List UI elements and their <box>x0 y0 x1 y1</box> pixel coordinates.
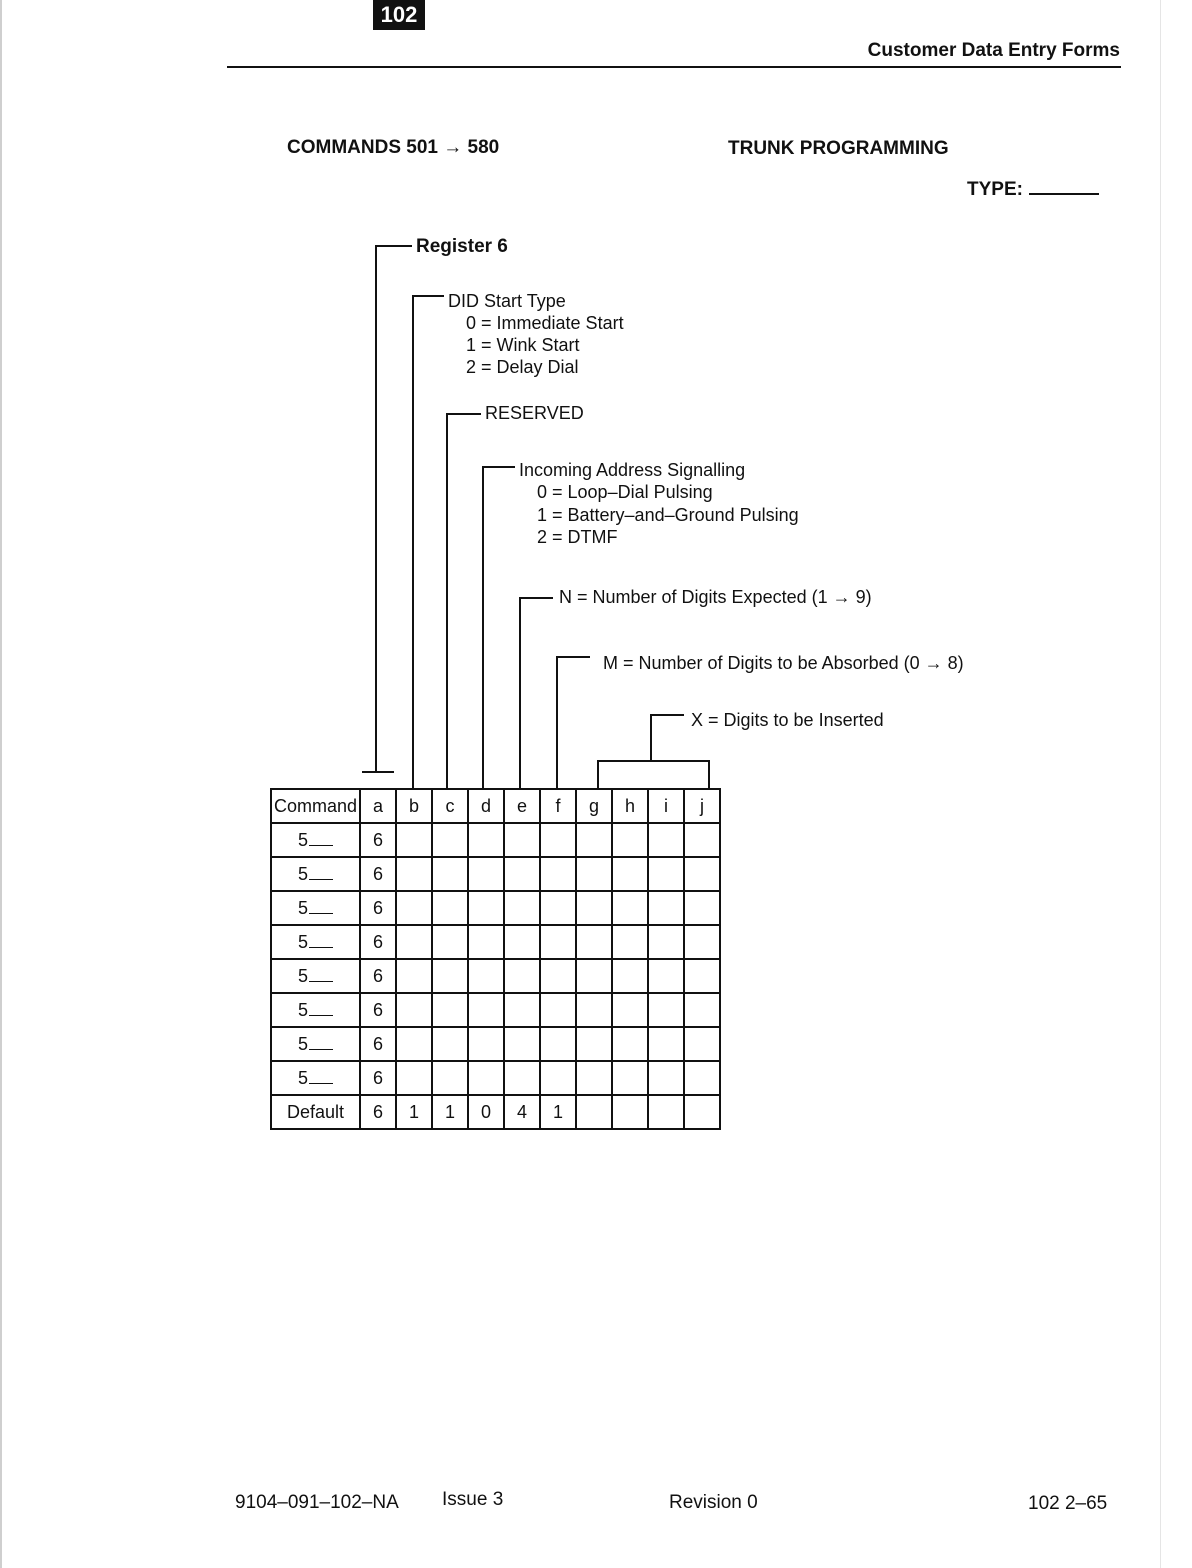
entry-cell-i[interactable] <box>648 925 684 959</box>
col-header-f: f <box>540 789 576 823</box>
m-digits-label: M = Number of Digits to be Absorbed (0 → 8) <box>603 653 964 673</box>
entry-cell-f[interactable] <box>540 891 576 925</box>
bracket-x <box>651 715 684 761</box>
entry-cell-g[interactable] <box>576 857 612 891</box>
entry-cell-j[interactable] <box>684 925 720 959</box>
entry-cell-d[interactable] <box>468 857 504 891</box>
header-title: Customer Data Entry Forms <box>867 40 1120 61</box>
default-cell: 1 <box>432 1095 468 1129</box>
col-header-a: a <box>360 789 396 823</box>
entry-cell-d[interactable] <box>468 1027 504 1061</box>
command-prefix: 5 <box>297 1033 308 1054</box>
entry-cell-d[interactable] <box>468 925 504 959</box>
entry-cell-e[interactable] <box>504 993 540 1027</box>
bracket-did <box>413 296 444 790</box>
entry-cell-b[interactable] <box>396 959 432 993</box>
entry-cell-j[interactable] <box>684 1027 720 1061</box>
default-cell: 4 <box>504 1095 540 1129</box>
entry-cell-g[interactable] <box>576 993 612 1027</box>
col-header-c: c <box>432 789 468 823</box>
did-option-2: 2 = Delay Dial <box>466 357 579 377</box>
footer-revision: Revision 0 <box>669 1492 758 1513</box>
default-cell <box>576 1095 612 1129</box>
entry-cell-j[interactable] <box>684 823 720 857</box>
command-prefix: 5 <box>297 965 308 986</box>
incoming-option-0: 0 = Loop–Dial Pulsing <box>537 482 713 502</box>
col-header-d: d <box>468 789 504 823</box>
entry-cell-c[interactable] <box>432 891 468 925</box>
entry-cell-c[interactable] <box>432 993 468 1027</box>
entry-cell-f[interactable] <box>540 993 576 1027</box>
command-blank[interactable] <box>309 1069 333 1084</box>
command-blank[interactable] <box>309 967 333 982</box>
register-cell: 6 <box>360 993 396 1027</box>
bracket-n <box>520 598 553 790</box>
register-cell: 6 <box>360 1027 396 1061</box>
default-cell <box>684 1095 720 1129</box>
type-label: TYPE: <box>967 179 1023 200</box>
col-header-h: h <box>612 789 648 823</box>
entry-cell-e[interactable] <box>504 959 540 993</box>
col-header-b: b <box>396 789 432 823</box>
entry-cell-g[interactable] <box>576 823 612 857</box>
table-row <box>271 1061 720 1095</box>
command-cell[interactable] <box>271 891 360 925</box>
n-digits-label: N = Number of Digits Expected (1 → 9) <box>559 587 872 607</box>
col-header-command: Command <box>271 789 360 823</box>
footer-issue: Issue 3 <box>442 1489 504 1510</box>
entry-cell-i[interactable] <box>648 959 684 993</box>
table-header-row <box>271 789 720 823</box>
default-cell: 1 <box>396 1095 432 1129</box>
command-blank[interactable] <box>309 831 333 846</box>
entry-cell-c[interactable] <box>432 959 468 993</box>
entry-cell-h[interactable] <box>612 823 648 857</box>
table-row <box>271 857 720 891</box>
command-blank[interactable] <box>309 933 333 948</box>
entry-cell-j[interactable] <box>684 959 720 993</box>
register-cell: 6 <box>360 1061 396 1095</box>
commands-range: COMMANDS 501 → 580 <box>287 137 500 158</box>
entry-cell-b[interactable] <box>396 925 432 959</box>
command-cell[interactable] <box>271 993 360 1027</box>
entry-cell-b[interactable] <box>396 857 432 891</box>
register-cell: 6 <box>360 959 396 993</box>
entry-cell-i[interactable] <box>648 857 684 891</box>
entry-cell-e[interactable] <box>504 925 540 959</box>
command-prefix: 5 <box>297 829 308 850</box>
entry-cell-d[interactable] <box>468 993 504 1027</box>
entry-cell-g[interactable] <box>576 1027 612 1061</box>
footer-doc-number: 9104–091–102–NA <box>235 1492 399 1513</box>
footer-page: 102 2–65 <box>1028 1493 1108 1514</box>
entry-cell-i[interactable] <box>648 1027 684 1061</box>
entry-cell-d[interactable] <box>468 959 504 993</box>
command-blank[interactable] <box>309 1001 333 1016</box>
entry-cell-i[interactable] <box>648 891 684 925</box>
entry-cell-c[interactable] <box>432 1061 468 1095</box>
incoming-option-2: 2 = DTMF <box>537 527 618 547</box>
command-cell[interactable] <box>271 1027 360 1061</box>
entry-cell-e[interactable] <box>504 823 540 857</box>
entry-cell-e[interactable] <box>504 1061 540 1095</box>
command-prefix: 5 <box>297 1067 308 1088</box>
table-row <box>271 1027 720 1061</box>
table-row <box>271 891 720 925</box>
entry-cell-h[interactable] <box>612 959 648 993</box>
entry-cell-i[interactable] <box>648 1061 684 1095</box>
col-header-j: j <box>684 789 720 823</box>
entry-cell-d[interactable] <box>468 1061 504 1095</box>
default-cell: 6 <box>360 1095 396 1129</box>
entry-rows <box>271 823 720 1095</box>
command-blank[interactable] <box>309 1035 333 1050</box>
entry-cell-i[interactable] <box>648 993 684 1027</box>
table-row <box>271 823 720 857</box>
register-cell: 6 <box>360 925 396 959</box>
table-row <box>271 993 720 1027</box>
col-header-g: g <box>576 789 612 823</box>
entry-cell-f[interactable] <box>540 1027 576 1061</box>
section-title: TRUNK PROGRAMMING <box>728 138 949 159</box>
command-cell[interactable] <box>271 823 360 857</box>
bracket-incoming <box>483 467 515 790</box>
entry-cell-c[interactable] <box>432 925 468 959</box>
default-cell: 1 <box>540 1095 576 1129</box>
entry-cell-f[interactable] <box>540 1061 576 1095</box>
did-option-1: 1 = Wink Start <box>466 335 580 355</box>
table-row-default <box>271 1095 720 1129</box>
default-label: Default <box>271 1095 360 1129</box>
entry-cell-f[interactable] <box>540 959 576 993</box>
entry-cell-h[interactable] <box>612 1027 648 1061</box>
command-prefix: 5 <box>297 863 308 884</box>
command-cell[interactable] <box>271 1061 360 1095</box>
default-cell <box>612 1095 648 1129</box>
entry-cell-e[interactable] <box>504 857 540 891</box>
entry-cell-f[interactable] <box>540 857 576 891</box>
command-cell[interactable] <box>271 959 360 993</box>
default-cell: 0 <box>468 1095 504 1129</box>
entry-cell-g[interactable] <box>576 891 612 925</box>
entry-cell-d[interactable] <box>468 823 504 857</box>
bracket-register <box>376 246 412 772</box>
incoming-address-title: Incoming Address Signalling <box>519 460 746 480</box>
trunk-register-grid <box>270 788 721 1130</box>
entry-cell-b[interactable] <box>396 1027 432 1061</box>
entry-cell-j[interactable] <box>684 891 720 925</box>
default-cell <box>648 1095 684 1129</box>
table-row <box>271 925 720 959</box>
col-header-i: i <box>648 789 684 823</box>
section-badge: 102 <box>373 0 425 30</box>
entry-cell-d[interactable] <box>468 891 504 925</box>
entry-cell-e[interactable] <box>504 1027 540 1061</box>
entry-cell-j[interactable] <box>684 993 720 1027</box>
command-prefix: 5 <box>297 931 308 952</box>
command-blank[interactable] <box>309 899 333 914</box>
entry-cell-b[interactable] <box>396 823 432 857</box>
entry-cell-j[interactable] <box>684 1061 720 1095</box>
entry-cell-h[interactable] <box>612 993 648 1027</box>
register-label: Register 6 <box>416 236 508 257</box>
entry-cell-e[interactable] <box>504 891 540 925</box>
reserved-label: RESERVED <box>485 403 584 423</box>
entry-cell-c[interactable] <box>432 823 468 857</box>
entry-cell-f[interactable] <box>540 925 576 959</box>
entry-cell-b[interactable] <box>396 1061 432 1095</box>
command-cell[interactable] <box>271 857 360 891</box>
entry-cell-b[interactable] <box>396 993 432 1027</box>
command-cell[interactable] <box>271 925 360 959</box>
col-header-e: e <box>504 789 540 823</box>
entry-cell-j[interactable] <box>684 857 720 891</box>
bracket-m <box>557 657 590 790</box>
entry-cell-g[interactable] <box>576 1061 612 1095</box>
entry-cell-g[interactable] <box>576 925 612 959</box>
command-blank[interactable] <box>309 865 333 880</box>
register-cell: 6 <box>360 823 396 857</box>
command-prefix: 5 <box>297 897 308 918</box>
x-digits-label: X = Digits to be Inserted <box>691 710 884 730</box>
did-start-type-title: DID Start Type <box>448 291 566 311</box>
command-prefix: 5 <box>297 999 308 1020</box>
register-cell: 6 <box>360 891 396 925</box>
bracket-x-span <box>598 761 709 790</box>
entry-cell-c[interactable] <box>432 857 468 891</box>
register-cell: 6 <box>360 857 396 891</box>
entry-cell-c[interactable] <box>432 1027 468 1061</box>
entry-cell-h[interactable] <box>612 925 648 959</box>
entry-cell-g[interactable] <box>576 959 612 993</box>
did-option-0: 0 = Immediate Start <box>466 313 624 333</box>
bracket-reserved <box>447 414 481 790</box>
incoming-option-1: 1 = Battery–and–Ground Pulsing <box>537 505 799 525</box>
entry-cell-h[interactable] <box>612 891 648 925</box>
entry-cell-i[interactable] <box>648 823 684 857</box>
entry-cell-b[interactable] <box>396 891 432 925</box>
entry-cell-f[interactable] <box>540 823 576 857</box>
table-row <box>271 959 720 993</box>
entry-cell-h[interactable] <box>612 1061 648 1095</box>
entry-cell-h[interactable] <box>612 857 648 891</box>
